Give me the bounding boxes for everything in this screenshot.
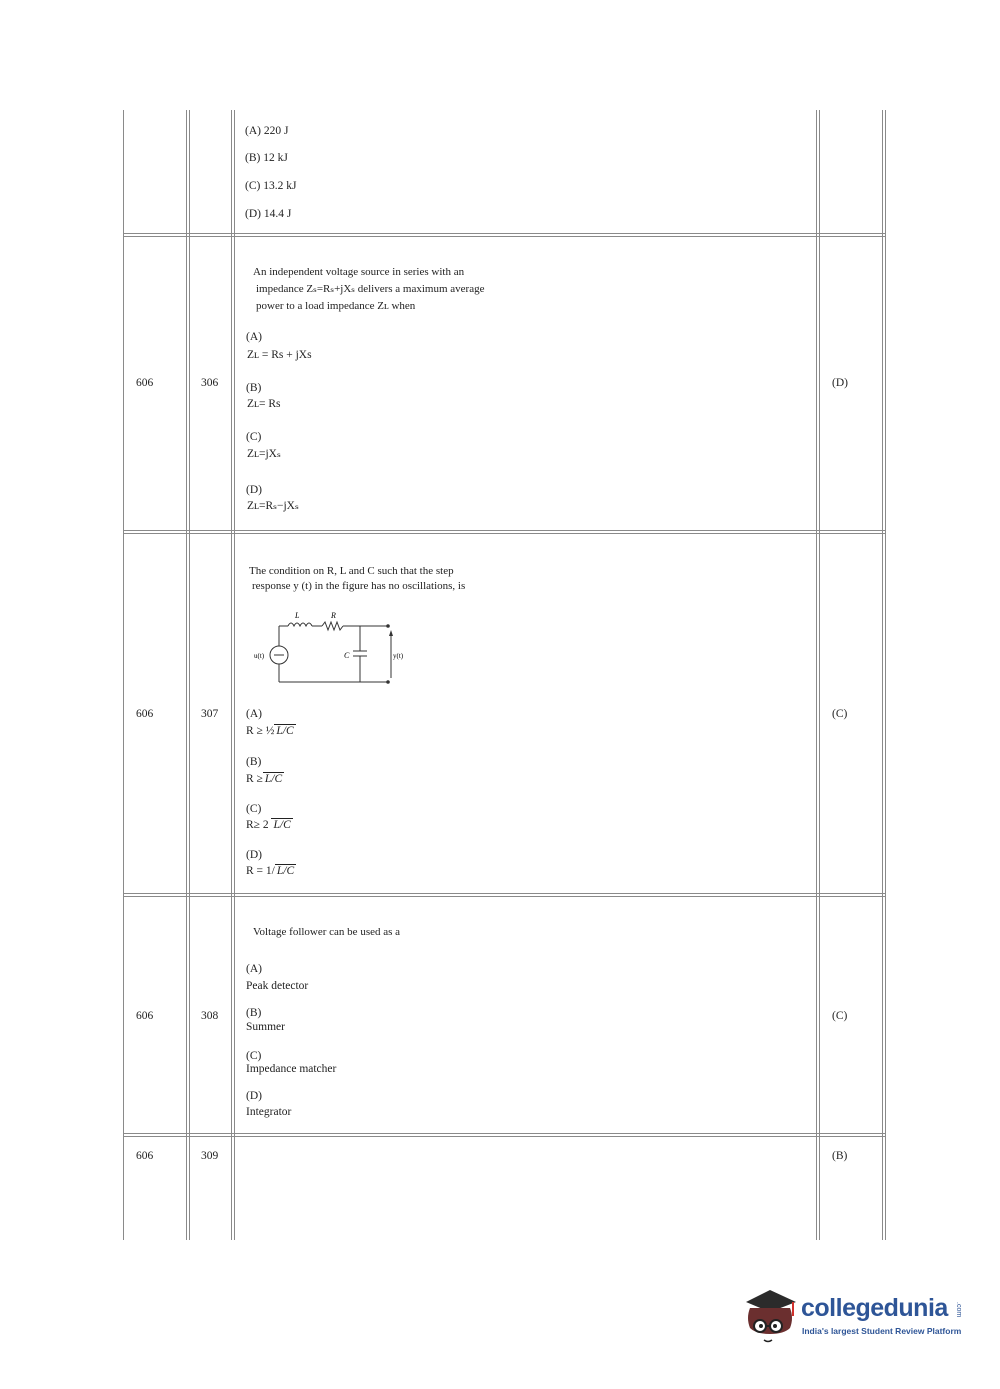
question-line-1: An independent voltage source in series with an: [253, 266, 465, 278]
option-d-value: Integrator: [246, 1106, 292, 1118]
option-c-label: (C): [246, 1050, 262, 1062]
option-d-label: (D): [246, 1090, 262, 1102]
subject-code: 606: [136, 708, 154, 720]
option-b-label: (B): [246, 382, 262, 394]
option-b-value: R ≥ L/C: [246, 773, 283, 785]
mascot-icon: [740, 1280, 800, 1352]
option-a-value: Peak detector: [246, 980, 309, 992]
question-line-3: power to a load impedance Zʟ when: [256, 300, 416, 312]
subject-code: 606: [136, 1010, 154, 1022]
source-label: u(t): [254, 652, 265, 660]
option-d-label: (D): [246, 484, 262, 496]
capacitor-label: C: [344, 651, 350, 660]
question-number: 306: [201, 377, 219, 389]
option-a-label: (A): [246, 708, 262, 720]
question-number: 307: [201, 708, 219, 720]
option-c-value: Impedance matcher: [246, 1063, 337, 1075]
option-a: (A) 220 J: [245, 125, 289, 137]
inductor-label: L: [295, 611, 300, 620]
option-c-value: R≥ 2 L/C: [246, 819, 291, 831]
option-b-label: (B): [246, 756, 262, 768]
output-label: y(t): [393, 652, 404, 660]
option-c-value: Zʟ=jXₛ: [247, 448, 281, 460]
option-b: (B) 12 kJ: [245, 152, 288, 164]
answer-key: (C): [832, 1010, 848, 1022]
question-line-1: The condition on R, L and C such that the step: [249, 565, 454, 577]
option-c-label: (C): [246, 803, 262, 815]
answer-key: (C): [832, 708, 848, 720]
option-a-label: (A): [246, 963, 262, 975]
option-b-value: Summer: [246, 1021, 285, 1033]
option-b-value: Zʟ= Rs: [247, 398, 281, 410]
question-number: 309: [201, 1150, 219, 1162]
option-c: (C) 13.2 kJ: [245, 180, 297, 192]
option-d: (D) 14.4 J: [245, 208, 292, 220]
brand-name: collegedunia: [801, 1294, 948, 1322]
option-a-value: Zʟ = Rs + jXs: [247, 349, 312, 361]
question-line-2: impedance Zₛ=Rₛ+jXₛ delivers a maximum average: [256, 283, 485, 295]
option-d-value: R = 1/ L/C: [246, 865, 295, 877]
rlc-circuit-diagram: [250, 608, 410, 688]
answer-key: (D): [832, 377, 848, 389]
option-b-label: (B): [246, 1007, 262, 1019]
option-a-value: R ≥ ½ L/C: [246, 725, 294, 737]
answer-key: (B): [832, 1150, 848, 1162]
question-line-2: response y (t) in the figure has no oscillations, is: [252, 580, 466, 592]
option-c-label: (C): [246, 431, 262, 443]
brand-suffix: .com: [955, 1302, 962, 1318]
option-d-label: (D): [246, 849, 262, 861]
question-line-1: Voltage follower can be used as a: [253, 926, 401, 938]
subject-code: 606: [136, 377, 154, 389]
question-number: 308: [201, 1010, 219, 1022]
subject-code: 606: [136, 1150, 154, 1162]
brand-tagline: India's largest Student Review Platform: [802, 1326, 962, 1336]
collegedunia-logo[interactable]: [740, 1280, 980, 1360]
option-a-label: (A): [246, 331, 262, 343]
option-d-value: Zʟ=Rₛ−jXₛ: [247, 500, 299, 512]
resistor-label: R: [331, 611, 336, 620]
